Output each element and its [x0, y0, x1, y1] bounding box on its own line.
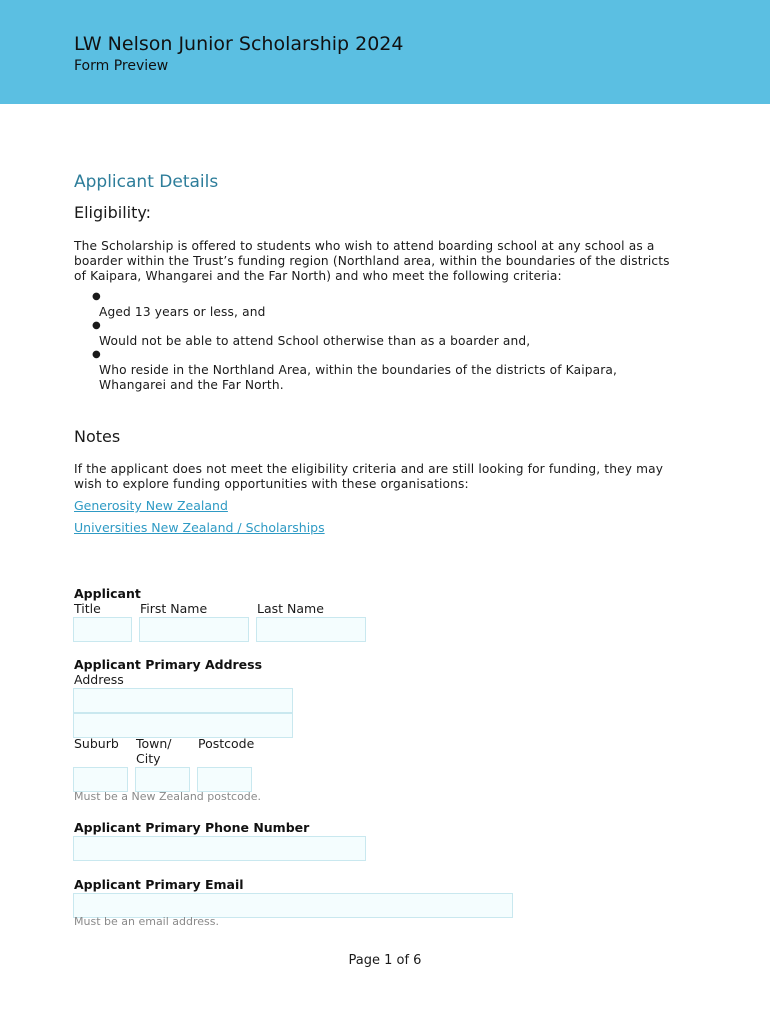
town-city-label: Town/ City — [136, 736, 172, 766]
page-number: Page 1 of 6 — [348, 953, 422, 968]
criteria-item: Aged 13 years or less, and — [99, 305, 266, 319]
bullet-dot-icon: ● — [92, 291, 101, 302]
bullet-dot-icon: ● — [92, 349, 101, 360]
form-header — [0, 0, 770, 104]
address-heading: Applicant Primary Address — [74, 657, 263, 672]
title-label: Title — [74, 601, 101, 616]
generosity-nz-link[interactable]: Generosity New Zealand — [74, 498, 228, 513]
criteria-item: Who reside in the Northland Area, within the boundaries of the districts of Kaipara, Whangarei and the Far North. — [99, 363, 618, 392]
address-label: Address — [74, 672, 124, 687]
bullet-dot-icon: ● — [92, 320, 101, 331]
address-line2-input[interactable] — [73, 713, 293, 738]
applicant-heading: Applicant — [74, 586, 141, 601]
email-hint: Must be an email address. — [74, 915, 220, 928]
suburb-input[interactable] — [73, 767, 128, 792]
notes-text: If the applicant does not meet the eligibility criteria and are still looking for funding, they may wish to explore funding opportunities with these organisations: — [74, 462, 664, 491]
town-city-input[interactable] — [135, 767, 190, 792]
last-name-label: Last Name — [257, 601, 324, 616]
last-name-input[interactable] — [256, 617, 366, 642]
universities-nz-link[interactable]: Universities New Zealand / Scholarships — [74, 520, 325, 535]
phone-heading: Applicant Primary Phone Number — [74, 820, 310, 835]
first-name-label: First Name — [140, 601, 208, 616]
eligibility-heading: Eligibility: — [74, 203, 152, 222]
address-line1-input[interactable] — [73, 688, 293, 713]
notes-heading: Notes — [74, 427, 121, 446]
email-heading: Applicant Primary Email — [74, 877, 244, 892]
section-title: Applicant Details — [74, 172, 219, 192]
postcode-input[interactable] — [197, 767, 252, 792]
eligibility-intro: The Scholarship is offered to students who wish to attend boarding school at any school as a boarder within the Trust’s funding region (Northland area, within the boundaries of the districts of Kaipara, Whangarei and the Far North) and who meet the following criteria: — [74, 239, 670, 283]
phone-input[interactable] — [73, 836, 366, 861]
postcode-hint: Must be a New Zealand postcode. — [74, 790, 262, 803]
suburb-label: Suburb — [74, 736, 119, 751]
title-input[interactable] — [73, 617, 132, 642]
criteria-item: Would not be able to attend School otherwise than as a boarder and, — [99, 334, 531, 348]
postcode-label: Postcode — [198, 736, 255, 751]
form-subtitle: Form Preview — [74, 58, 169, 74]
first-name-input[interactable] — [139, 617, 249, 642]
form-title: LW Nelson Junior Scholarship 2024 — [74, 33, 404, 55]
